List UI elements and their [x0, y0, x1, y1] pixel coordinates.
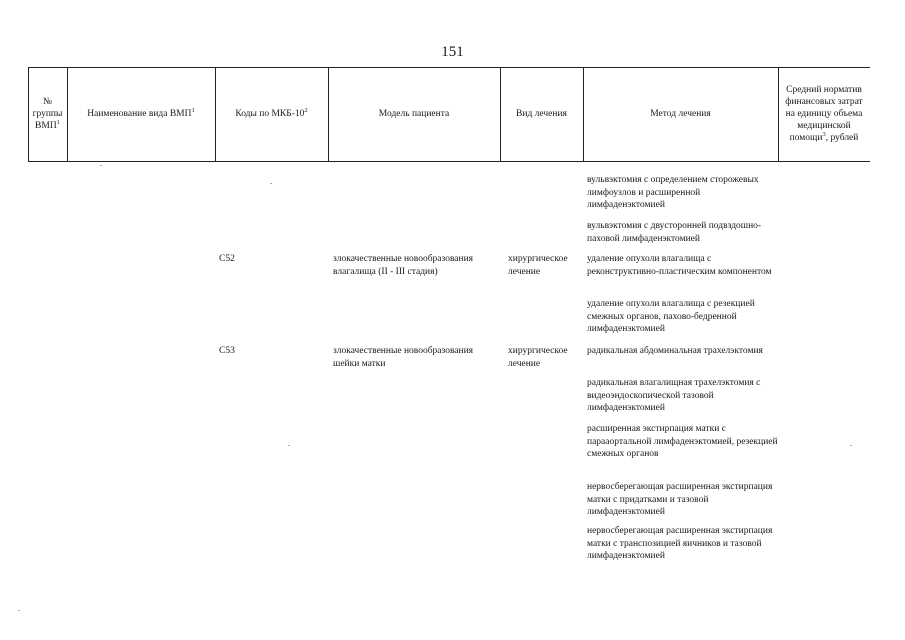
header-icd-codes: Коды по МКБ-$10^2$	[235, 106, 308, 119]
method-text: нервосберегающая расширенная экстирпация матки с придатками и тазовой лимфаденэктомией	[587, 482, 773, 518]
method-text: радикальная влагалищная трахелэктомия с видеоэндоскопической тазовой лимфаденэктомией	[587, 378, 761, 414]
header-treatment-method: Метод лечения	[650, 108, 711, 119]
header-average-cost: Средний норматив финансовых затрат на единицу объема медицинской помощи$^3$, рублей	[785, 84, 863, 143]
header-vmp-name: Наименование вида ВМП$^1$	[87, 106, 195, 119]
header-patient-model: Модель пациента	[378, 108, 450, 119]
icd-code: C52	[219, 254, 235, 264]
patient-model-text: злокачественные новообразования влагалища (II - III стадия)	[333, 254, 474, 277]
method-text: радикальная абдоминальная трахелэктомия	[587, 346, 763, 356]
method-text: вульвэктомия с определением сторожевых лимфоузлов и расширенной лимфаденэктомией	[587, 175, 759, 211]
scan-speck	[288, 445, 290, 446]
method-text: расширенная экстирпация матки с парааортальной лимфаденэктомией, резекцией смежных органов	[587, 424, 778, 460]
patient-model-text: злокачественные новообразования шейки матки	[333, 346, 474, 369]
method-text: нервосберегающая расширенная экстирпация матки с транспозицией яичников и тазовой лимфаденэктомией	[587, 526, 773, 562]
scan-speck	[18, 610, 20, 611]
treatment-type-text: хирургическое лечение	[508, 254, 568, 277]
method-text: удаление опухоли влагалища с реконструктивно-пластическим компонентом	[587, 254, 772, 277]
scan-speck	[850, 445, 852, 446]
treatment-type-text: хирургическое лечение	[508, 346, 568, 369]
scan-speck	[270, 183, 272, 184]
header-group-no: № группы ВМП$^1$	[32, 96, 63, 131]
method-text: вульвэктомия с двусторонней подвздошно-паховой лимфаденэктомией	[587, 221, 762, 244]
method-text: удаление опухоли влагалища с резекцией смежных органов, пахово-бедренной лимфаденэктомией	[587, 299, 755, 335]
icd-code: C53	[219, 346, 235, 356]
page-number: 151	[441, 44, 464, 60]
header-treatment-type: Вид лечения	[516, 108, 567, 119]
scan-speck	[100, 165, 102, 166]
